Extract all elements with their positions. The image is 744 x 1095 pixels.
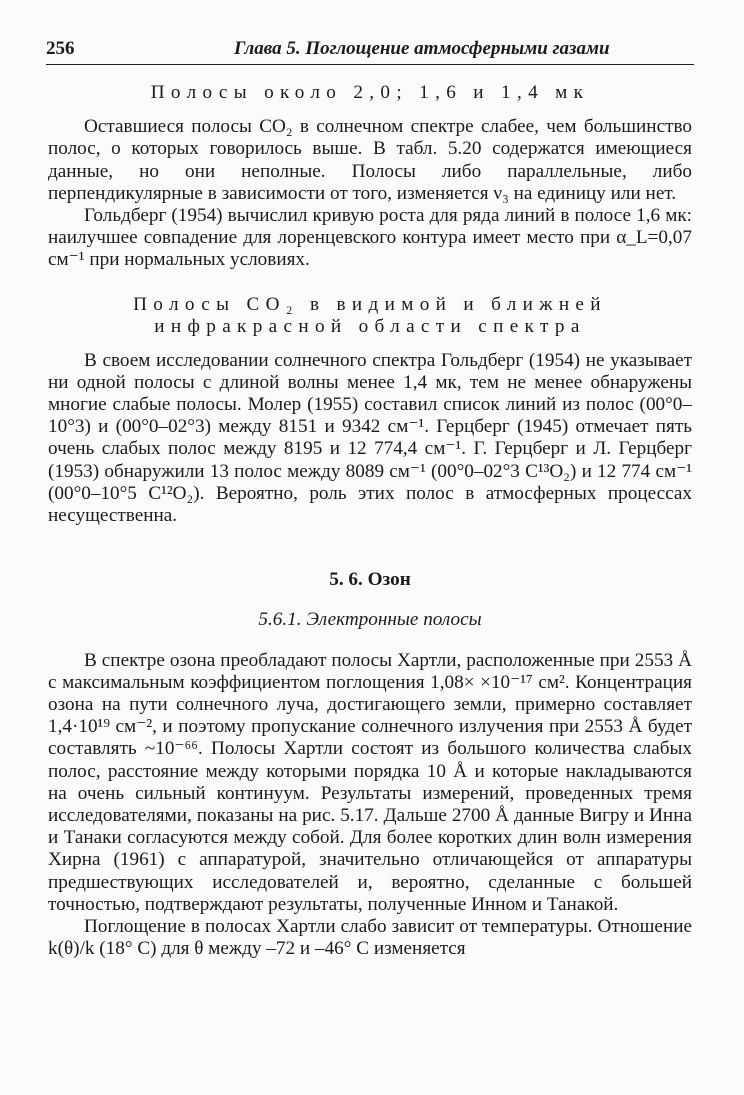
subsection-title-electronic-bands: 5.6.1. Электронные полосы [258,609,482,631]
body-text [48,76,692,961]
paragraph-hartley-bands: В спектре озона преобладают полосы Хартли, расположенные при 2553 Å с максимальным коэффициентом поглощения 1,08× ×10⁻¹⁷ см². Концентрация озона на пути солнечного луча, достигающего земли, примерно составляет 1,4·10¹⁹ см⁻², и поэтому пропускание солнечного излучения при 2553 Å будет составлять ~10⁻⁶⁶. Полосы Хартли состоят из большого количества слабых полос, расстояние между которыми порядка 10 Å и которые накладываются на очень сильный континуум. Результаты измерений, проведенных тремя исследователями, показаны на рис. 5.17. Дальше 2700 Å данные Вигру и Инна и Танаки согласуются между собой. Для более коротких длин волн измерения Хирна (1961) с аппаратурой, значительно отличающейся от аппаратуры предшествующих исследователей и, вероятно, сделанные с большей точностью, подтверждают результаты, полученные Инном и Танакой. [48,649,692,915]
heading-bands-2-1.6-1.4: Полосы около 2,0; 1,6 и 1,4 мк [150,82,590,103]
heading-co2-visible-nir-line2: инфракрасной области спектра [154,315,586,337]
paragraph-co2-weak-bands: В своем исследовании солнечного спектра Гольдберг (1954) не указывает ни одной полосы с длиной волны менее 1,4 мк, тем не менее обнаружены многие слабые полосы. Молер (1955) составил список линий из полос (00°0–10°3) и (00°0–02°3) между 8151 и 9342 см⁻¹. Герцберг (1945) отмечает пять очень слабых полос между 8195 и 12 774,4 см⁻¹. Г. Герцберг и Л. Герцберг (1953) обнаружили 13 полос между 8089 см⁻¹ (00°0–02°3 C¹³O₂) и 12 774 см⁻¹ (00°0–10°5 C¹²O₂). Вероятно, роль этих полос в атмосферных процессах несущественна. [48,349,692,527]
paragraph-co2-remaining-bands: Оставшиеся полосы CO₂ в солнечном спектре слабее, чем большинство полос, о которых говорилось выше. В табл. 5.20 содержатся имеющиеся данные, но они неполные. Полосы либо параллельные, либо перпендикулярные в зависимости от того, изменяется ν₃ на единицу или нет. [48,116,692,204]
page-number: 256 [46,38,75,59]
section-title-ozone: 5. 6. Озон [329,569,411,591]
running-header [46,38,694,65]
heading-co2-visible-nir-line1: Полосы CO₂ в видимой и ближней [133,293,607,315]
running-title: Глава 5. Поглощение атмосферными газами [234,38,610,59]
paragraph-hartley-temperature: Поглощение в полосах Хартли слабо зависит от температуры. Отношение k(θ)/k (18° C) для θ между –72 и –46° C изменяется [48,916,692,960]
paragraph-goldberg-growth-curve: Гольдберг (1954) вычислил кривую роста для ряда линий в полосе 1,6 мк: наилучшее совпадение для лоренцевского контура имеет место при α_L=0,07 см⁻¹ при нормальных условиях. [48,205,692,271]
